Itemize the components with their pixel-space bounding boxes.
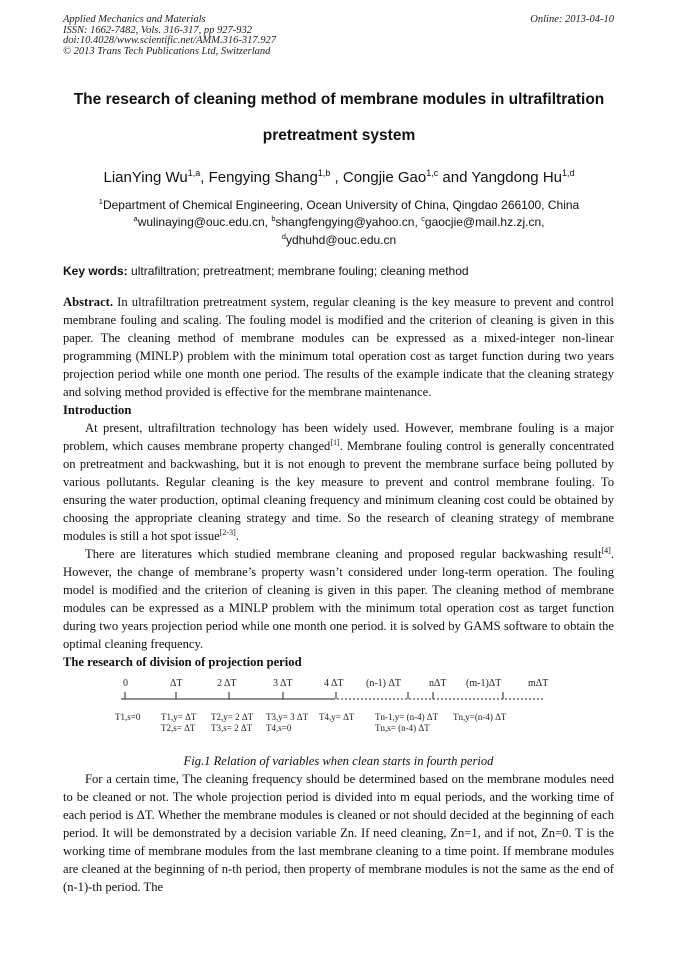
variable-label: T2,y= 2 ΔT — [211, 712, 254, 722]
body-text — [63, 293, 614, 896]
section-heading-introduction: Introduction — [63, 403, 132, 417]
figure-1 — [63, 675, 614, 752]
email-link[interactable]: gaocjie@mail.hz.zj.cn, — [424, 215, 545, 229]
citation[interactable]: [1] — [330, 437, 340, 447]
paragraph: There are literatures which studied membrane cleaning and proposed regular backwashing result[4]. However, the change of membrane’s property wasn’t considered under long-term operation. The fouling model is modified and the criterion of cleaning is given in this paper. The cleaning method of membrane modules can be expressed as a MINLP problem with the minimum total operation cost as target function during two years projection period while one month one period. it is solved by GAMS software to obtain the optimal cleaning frequency. — [63, 545, 614, 651]
email-link[interactable]: wulinaying@ouc.edu.cn, — [137, 215, 268, 229]
delta-t-symbol: ΔT — [136, 808, 152, 822]
tick-label: 3 ΔT — [273, 678, 293, 689]
author-list: LianYing Wu$^{1,a}$, Fengying Shang$^{1,b}$ , Congjie Gao$^{1,c}$ and Yangdong Hu$^{1,d}$ — [103, 168, 575, 186]
author-name: Yangdong Hu — [471, 169, 562, 186]
email-line: $^a$wulinaying@ouc.edu.cn, $^b$shangfengying@yahoo.cn, $^c$gaocjie@mail.hz.zj.cn, — [133, 214, 545, 229]
keywords-text: ultrafiltration; pretreatment; membrane fouling; cleaning method — [131, 264, 469, 278]
affiliation: $^1$Department of Chemical Engineering, Ocean University of China, Qingdao 266100, China — [98, 197, 580, 212]
variable-label: T3,y= 3 ΔT — [266, 712, 309, 722]
variable-label: T4,s=0 — [266, 723, 292, 733]
tick-label: 0 — [123, 678, 128, 689]
paragraph: At present, ultrafiltration technology has been widely used. However, membrane fouling is a major problem, which causes membrane property changed[1]. Membrane fouling control is generally concentrated on pretreatment and backwashing, but it is not enough to prevent the membrane surface being polluted by various pollutants. Regular cleaning is the key measure to prevent and control membrane fouling. To ensuring the water production, optimal cleaning frequency and minimum cleaning cost could be obtained by choosing the appropriate cleaning strategy and time. So the research of cleaning strategy of membrane modules is still a hot spot issue[2-3]. — [63, 421, 614, 543]
variable-label: T3,s= 2 ΔT — [211, 723, 253, 733]
abstract-label: Abstract. — [63, 295, 114, 309]
doi-line: doi:10.4028/www.scientific.net/AMM.316-317.927 — [63, 35, 276, 46]
tick-label: 4 ΔT — [324, 678, 344, 689]
timeline-diagram — [113, 675, 553, 752]
variable-label: T1,y= ΔT — [161, 712, 197, 722]
copyright-line: © 2013 Trans Tech Publications Ltd, Switzerland — [63, 45, 271, 57]
figure-caption: Fig.1 Relation of variables when clean starts in fourth period — [183, 754, 494, 768]
title-line-1: The research of cleaning method of membrane modules in ultrafiltration — [73, 91, 605, 108]
variable-label: Tn,s= (n-4) ΔT — [375, 723, 430, 733]
email-line: $^d$ydhuhd@ouc.edu.cn — [281, 232, 397, 247]
issn-line: ISSN: 1662-7482, Vols. 316-317, pp 927-932 — [63, 24, 252, 36]
variable-label: T4,y= ΔT — [319, 712, 355, 722]
journal-name: Applied Mechanics and Materials — [63, 14, 206, 25]
author-name: Fengying Shang — [208, 169, 318, 186]
variable-label: Tn,y=(n-4) ΔT — [453, 712, 507, 722]
keywords — [63, 264, 469, 278]
tick-label: nΔT — [429, 678, 447, 689]
keywords-label: Key words: — [63, 264, 128, 278]
variable-label: T2,s= ΔT — [161, 723, 196, 733]
section-heading-division: The research of division of projection period — [63, 655, 302, 669]
tick-label: (m-1)ΔT — [466, 678, 502, 689]
tick-label: 2 ΔT — [217, 678, 237, 689]
email-link[interactable]: shangfengying@yahoo.cn, — [275, 215, 418, 229]
variable-label: Tn-1,y= (n-4) ΔT — [375, 712, 439, 722]
online-date: Online: 2013-04-10 — [530, 14, 614, 25]
author-name: LianYing Wu — [103, 169, 188, 186]
citation[interactable]: [4] — [601, 545, 611, 555]
citation[interactable]: [2-3] — [219, 527, 236, 537]
title-line-2: pretreatment system — [262, 127, 416, 144]
tick-label: mΔT — [528, 678, 549, 689]
variable-label: T1,s=0 — [115, 712, 141, 722]
email-link[interactable]: ydhuhd@ouc.edu.cn — [285, 233, 397, 247]
tick-label: (n-1) ΔT — [366, 678, 402, 689]
author-name: Congjie Gao — [342, 169, 427, 186]
abstract: Abstract. In ultrafiltration pretreatment system, regular cleaning is the key measure to prevent and control membrane fouling and scaling. The fouling model is modified and the criterion of cleaning is given in this paper. The cleaning method of membrane modules can be expressed as a mixed-integer non-linear programming (MINLP) problem with the minimum total operation cost as target function during two years projection period while one month one period. The results of the example indicate that the cleaning strategy and solving method provided is effective for the membrane maintenance. — [63, 295, 614, 399]
running-header — [63, 15, 276, 57]
tick-label: ΔT — [170, 678, 183, 689]
paragraph: For a certain time, The cleaning frequency should be determined based on the membrane modules need to be cleaned or not. The whole projection period is divided into m equal periods, and the working time of each period is ΔT. Whether the membrane modules is cleaned or not should decided at the beginning of each period. It will be demonstrated by a decision variable Zn. If need cleaning, Zn=1, and if not, Zn=0. T is the working time of membrane modules from the last membrane cleaning to a time point. If membrane modules are cleaned at the beginning of n-th period, then property of membrane modules is not the same as the end of (n-1)-th period. The — [63, 772, 614, 894]
